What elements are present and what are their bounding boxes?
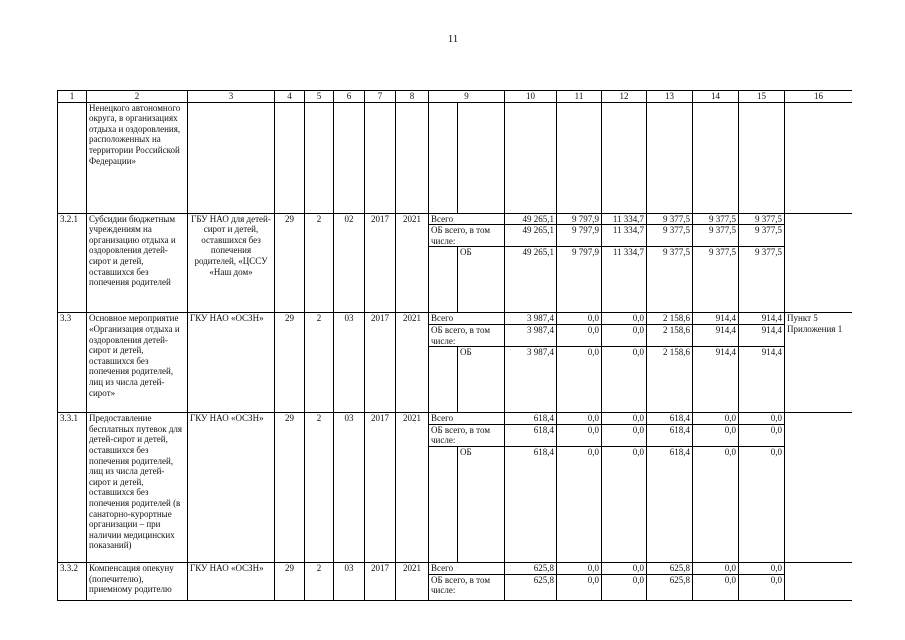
amount-cell: 9 377,5 xyxy=(693,247,739,313)
amount-cell: 11 334,7 xyxy=(602,225,647,247)
amount-cell: 0,0 xyxy=(739,424,785,446)
code-cell: 29 xyxy=(275,413,305,563)
amount-cell: 9 377,5 xyxy=(647,213,693,225)
amount-cell: 49 265,1 xyxy=(505,213,557,225)
start-year: 2017 xyxy=(365,313,396,413)
note-cell: Пункт 5 Приложения 1 xyxy=(785,313,853,413)
amount-cell: 914,4 xyxy=(693,324,739,346)
amount-cell: 0,0 xyxy=(557,313,602,325)
row-number: 3.3.1 xyxy=(58,413,87,563)
start-year: 2017 xyxy=(365,562,396,600)
amount-cell: 0,0 xyxy=(693,413,739,425)
amount-cell: 49 265,1 xyxy=(505,247,557,313)
header-cell: 8 xyxy=(396,91,429,103)
executor: ГБУ НАО для детей-сирот и детей, оставшихся без попечения родителей, «ЦССУ «Наш дом» xyxy=(188,213,275,313)
continuation-name: Ненецкого автономного округа, в организациях отдыха и оздоровления, расположенных на территории Российской Федерации» xyxy=(87,102,188,213)
amount-cell: 0,0 xyxy=(602,413,647,425)
amount-cell: 914,4 xyxy=(739,324,785,346)
amount-cell: 0,0 xyxy=(602,424,647,446)
amount-cell: 914,4 xyxy=(693,313,739,325)
funding-label: ОБ всего, в том числе: xyxy=(429,324,505,346)
continuation-row xyxy=(58,102,853,213)
note-cell xyxy=(785,213,853,313)
amount-cell: 625,8 xyxy=(505,562,557,574)
code-cell: 29 xyxy=(275,213,305,313)
header-row xyxy=(58,91,853,103)
amount-cell: 0,0 xyxy=(602,324,647,346)
amount-cell: 0,0 xyxy=(602,562,647,574)
amount-cell: 0,0 xyxy=(693,574,739,600)
amount-cell: 0,0 xyxy=(557,574,602,600)
funding-label: Всего xyxy=(429,313,505,325)
code-cell: 2 xyxy=(305,562,334,600)
funding-label: ОБ всего, в том числе: xyxy=(429,574,505,600)
amount-cell: 625,8 xyxy=(647,562,693,574)
header-cell: 10 xyxy=(505,91,557,103)
funding-label: Всего xyxy=(429,562,505,574)
table-row xyxy=(58,413,853,425)
funding-label: Всего xyxy=(429,413,505,425)
end-year: 2021 xyxy=(396,313,429,413)
note-cell xyxy=(785,562,853,600)
activity-name: Субсидии бюджетным учреждениям на организацию отдыха и оздоровления детей-сирот и детей, оставшихся без попечения родителей xyxy=(87,213,188,313)
row-number: 3.2.1 xyxy=(58,213,87,313)
amount-cell: 49 265,1 xyxy=(505,225,557,247)
header-cell: 9 xyxy=(429,91,505,103)
header-cell: 13 xyxy=(647,91,693,103)
end-year: 2021 xyxy=(396,413,429,563)
code-cell: 03 xyxy=(334,562,365,600)
amount-cell: 0,0 xyxy=(739,446,785,562)
header-cell: 14 xyxy=(693,91,739,103)
header-cell: 16 xyxy=(785,91,853,103)
amount-cell: 0,0 xyxy=(557,413,602,425)
executor: ГКУ НАО «ОСЗН» xyxy=(188,313,275,413)
amount-cell: 914,4 xyxy=(693,347,739,413)
funding-label: Всего xyxy=(429,213,505,225)
end-year: 2021 xyxy=(396,213,429,313)
code-cell: 03 xyxy=(334,413,365,563)
header-cell: 3 xyxy=(188,91,275,103)
funding-label: ОБ всего, в том числе: xyxy=(429,225,505,247)
amount-cell: 2 158,6 xyxy=(647,347,693,413)
amount-cell: 0,0 xyxy=(693,446,739,562)
executor: ГКУ НАО «ОСЗН» xyxy=(188,562,275,600)
activity-name: Предоставление бесплатных путевок для детей-сирот и детей, оставшихся без попечения родителей, лиц из числа детей-сирот и детей, оставшихся без попечения родителей (в санаторно-курортные организации – при наличии медицинских показаний) xyxy=(87,413,188,563)
header-cell: 1 xyxy=(58,91,87,103)
budget-table-wrapper xyxy=(57,90,852,640)
header-cell: 4 xyxy=(275,91,305,103)
amount-cell: 9 377,5 xyxy=(693,213,739,225)
amount-cell: 9 377,5 xyxy=(647,247,693,313)
amount-cell: 0,0 xyxy=(557,562,602,574)
amount-cell: 618,4 xyxy=(505,413,557,425)
code-cell: 2 xyxy=(305,313,334,413)
table-row xyxy=(58,313,853,325)
start-year: 2017 xyxy=(365,413,396,563)
header-cell: 12 xyxy=(602,91,647,103)
amount-cell: 914,4 xyxy=(739,347,785,413)
code-cell: 2 xyxy=(305,213,334,313)
amount-cell: 0,0 xyxy=(693,562,739,574)
header-cell: 15 xyxy=(739,91,785,103)
table-row xyxy=(58,562,853,574)
code-cell: 29 xyxy=(275,313,305,413)
amount-cell: 9 797,9 xyxy=(557,247,602,313)
amount-cell: 0,0 xyxy=(693,424,739,446)
amount-cell: 0,0 xyxy=(739,574,785,600)
code-cell: 03 xyxy=(334,313,365,413)
header-cell: 7 xyxy=(365,91,396,103)
amount-cell: 0,0 xyxy=(557,424,602,446)
funding-label: ОБ xyxy=(458,247,505,313)
amount-cell: 9 377,5 xyxy=(739,213,785,225)
amount-cell: 9 797,9 xyxy=(557,225,602,247)
funding-label: ОБ всего, в том числе: xyxy=(429,424,505,446)
amount-cell: 3 987,4 xyxy=(505,313,557,325)
note-cell xyxy=(785,413,853,563)
header-cell: 2 xyxy=(87,91,188,103)
header-cell: 5 xyxy=(305,91,334,103)
amount-cell: 618,4 xyxy=(505,446,557,562)
header-cell: 11 xyxy=(557,91,602,103)
amount-cell: 0,0 xyxy=(602,574,647,600)
amount-cell: 0,0 xyxy=(557,347,602,413)
code-cell: 2 xyxy=(305,413,334,563)
amount-cell: 9 377,5 xyxy=(693,225,739,247)
executor: ГКУ НАО «ОСЗН» xyxy=(188,413,275,563)
amount-cell: 9 377,5 xyxy=(739,225,785,247)
end-year: 2021 xyxy=(396,562,429,600)
row-number: 3.3 xyxy=(58,313,87,413)
amount-cell: 625,8 xyxy=(647,574,693,600)
table-row xyxy=(58,213,853,225)
amount-cell: 0,0 xyxy=(602,313,647,325)
amount-cell: 618,4 xyxy=(647,446,693,562)
amount-cell: 618,4 xyxy=(647,424,693,446)
amount-cell: 2 158,6 xyxy=(647,313,693,325)
page-number: 11 xyxy=(447,33,459,45)
amount-cell: 625,8 xyxy=(505,574,557,600)
amount-cell: 2 158,6 xyxy=(647,324,693,346)
amount-cell: 0,0 xyxy=(557,324,602,346)
activity-name: Компенсация опекуну (попечителю), приемному родителю xyxy=(87,562,188,600)
amount-cell: 3 987,4 xyxy=(505,347,557,413)
amount-cell: 618,4 xyxy=(505,424,557,446)
amount-cell: 9 377,5 xyxy=(739,247,785,313)
amount-cell: 11 334,7 xyxy=(602,247,647,313)
funding-label: ОБ xyxy=(458,446,505,562)
amount-cell: 0,0 xyxy=(602,347,647,413)
amount-cell: 0,0 xyxy=(739,413,785,425)
budget-table xyxy=(57,90,852,601)
row-number: 3.3.2 xyxy=(58,562,87,600)
amount-cell: 0,0 xyxy=(739,562,785,574)
code-cell: 29 xyxy=(275,562,305,600)
header-cell: 6 xyxy=(334,91,365,103)
amount-cell: 9 377,5 xyxy=(647,225,693,247)
activity-name: Основное мероприятие «Организация отдыха и оздоровления детей-сирот и детей, оставшихся без попечения родителей, лиц из числа детей-сирот» xyxy=(87,313,188,413)
amount-cell: 618,4 xyxy=(647,413,693,425)
amount-cell: 11 334,7 xyxy=(602,213,647,225)
funding-label: ОБ xyxy=(458,347,505,413)
amount-cell: 0,0 xyxy=(602,446,647,562)
amount-cell: 914,4 xyxy=(739,313,785,325)
code-cell: 02 xyxy=(334,213,365,313)
amount-cell: 3 987,4 xyxy=(505,324,557,346)
start-year: 2017 xyxy=(365,213,396,313)
amount-cell: 9 797,9 xyxy=(557,213,602,225)
amount-cell: 0,0 xyxy=(557,446,602,562)
